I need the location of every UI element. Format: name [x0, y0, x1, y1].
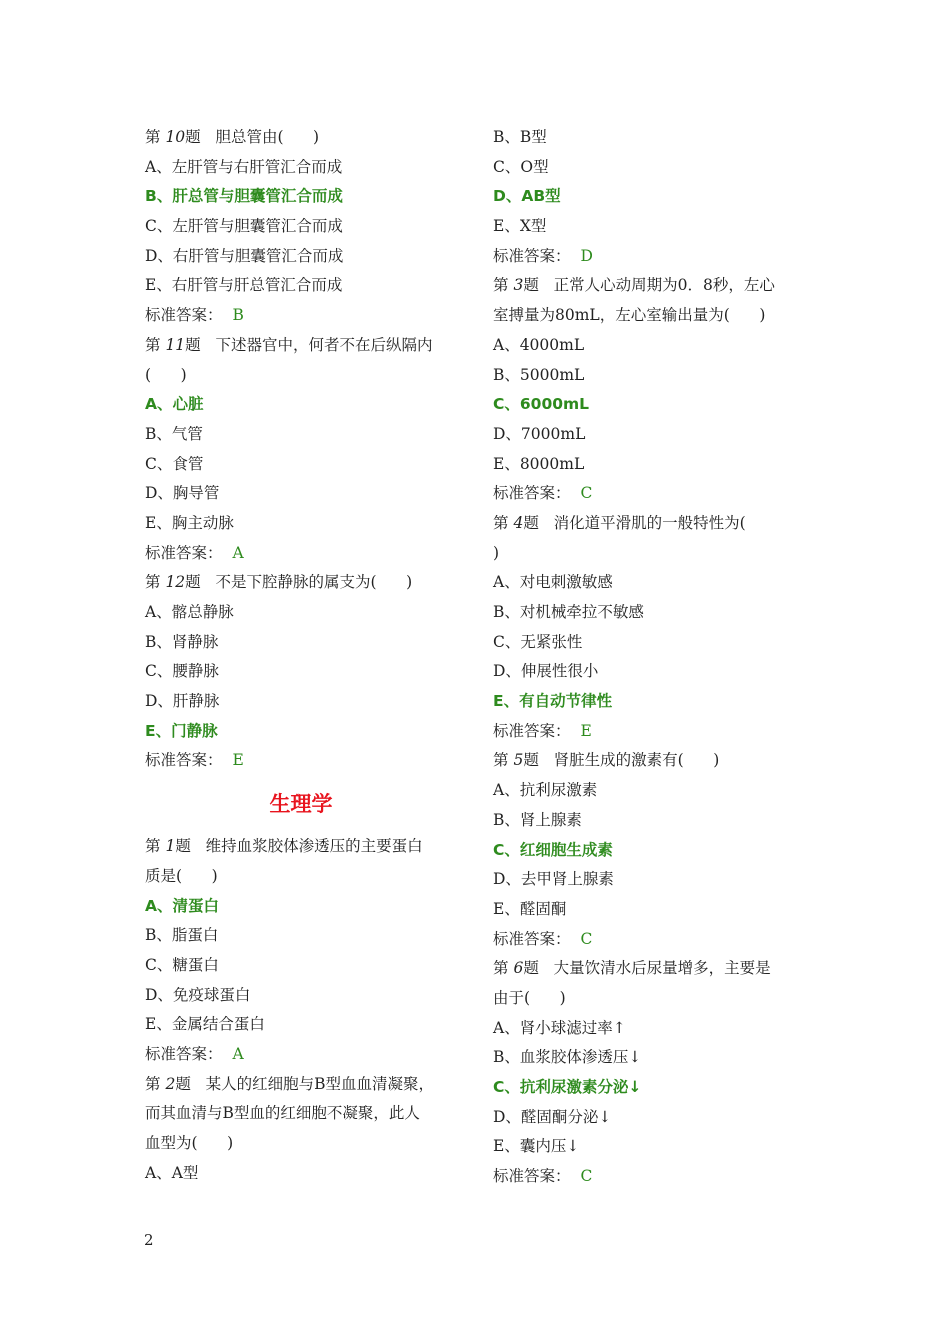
option: A、肾小球滤过率↑ — [493, 1018, 626, 1037]
option: B、肾上腺素 — [493, 810, 582, 829]
option: B、气管 — [145, 424, 203, 443]
question-prefix: 第 — [145, 1074, 166, 1093]
question-text: 题 肾脏生成的激素有( ) — [523, 751, 720, 770]
option: A、对电刺激敏感 — [493, 573, 613, 592]
question-continuation: 而其血清与B型血的红细胞不凝聚，此人 — [145, 1104, 420, 1123]
standard-answer — [145, 301, 465, 331]
answer-label: 标准答案： — [145, 1044, 223, 1063]
option-correct: A、清蛋白 — [145, 896, 219, 915]
question-stem — [145, 331, 465, 361]
answer-value: E — [232, 751, 244, 770]
answer-value: C — [580, 484, 593, 503]
question-prefix: 第 — [145, 573, 166, 592]
answer-value: E — [580, 721, 592, 740]
question-stem — [145, 1070, 465, 1100]
question-text: 题 不是下腔静脉的属支为( ) — [185, 573, 413, 592]
question-prefix: 第 — [145, 335, 166, 354]
question-continuation: ( ) — [145, 365, 187, 384]
option: A、A型 — [145, 1163, 199, 1182]
question-continuation: 质是( ) — [145, 866, 218, 885]
option: D、免疫球蛋白 — [145, 985, 251, 1004]
answer-value: A — [232, 1044, 244, 1063]
question-continuation: ) — [493, 543, 500, 562]
standard-answer — [493, 242, 808, 272]
question-text: 题 某人的红细胞与B型血血清凝聚， — [175, 1074, 434, 1093]
question-prefix: 第 — [145, 128, 166, 146]
question-stem — [145, 832, 465, 862]
question-stem — [493, 271, 808, 301]
option: D、胸导管 — [145, 484, 220, 503]
standard-answer — [145, 539, 465, 569]
answer-value: D — [580, 246, 593, 265]
option: B、肾静脉 — [145, 632, 219, 651]
option-correct: C、红细胞生成素 — [493, 840, 613, 859]
option: B、血浆胶体渗透压↓ — [493, 1048, 642, 1067]
option: A、抗利尿激素 — [493, 781, 598, 800]
question-number: 10 — [165, 128, 186, 146]
answer-value: B — [232, 306, 244, 325]
page-number: 2 — [144, 1231, 154, 1249]
option: B、脂蛋白 — [145, 926, 219, 945]
option-correct: E、门静脉 — [145, 721, 218, 740]
answer-label: 标准答案： — [493, 721, 571, 740]
right-column — [493, 123, 808, 1192]
question-number: 11 — [165, 335, 186, 354]
option: E、8000mL — [493, 454, 585, 473]
option-correct: A、心脏 — [145, 395, 204, 414]
standard-answer — [493, 479, 808, 509]
question-text: 题 正常人心动周期为0．8秒，左心 — [523, 276, 775, 295]
answer-label: 标准答案： — [493, 1167, 571, 1186]
option: A、左肝管与右肝管汇合而成 — [145, 157, 343, 176]
question-number: 1 — [165, 837, 176, 856]
option: C、糖蛋白 — [145, 955, 219, 974]
question-text: 题 消化道平滑肌的一般特性为( — [523, 513, 746, 532]
option-correct: C、抗利尿激素分泌↓ — [493, 1078, 642, 1096]
question-continuation: 室搏量为80mL，左心室输出量为( ) — [493, 306, 766, 325]
question-stem — [493, 954, 808, 984]
option: E、右肝管与肝总管汇合而成 — [145, 276, 343, 295]
option: E、囊内压↓ — [493, 1137, 580, 1156]
standard-answer — [493, 1162, 808, 1192]
question-prefix: 第 — [493, 959, 514, 978]
standard-answer — [493, 925, 808, 955]
answer-label: 标准答案： — [493, 246, 571, 265]
answer-value: C — [580, 1167, 593, 1186]
option: D、去甲肾上腺素 — [493, 870, 614, 889]
question-number: 2 — [165, 1074, 176, 1093]
option: D、7000mL — [493, 424, 586, 443]
option: B、5000mL — [493, 365, 585, 384]
option: E、醛固酮 — [493, 899, 567, 918]
question-prefix: 第 — [145, 837, 166, 856]
option: A、髂总静脉 — [145, 603, 234, 621]
option: E、X型 — [493, 217, 547, 236]
answer-label: 标准答案： — [145, 543, 223, 562]
question-text: 题 维持血浆胶体渗透压的主要蛋白 — [175, 837, 423, 856]
answer-label: 标准答案： — [493, 484, 571, 503]
question-text: 题 下述器官中，何者不在后纵隔内 — [185, 335, 433, 354]
option: C、食管 — [145, 454, 204, 473]
question-text: 题 大量饮清水后尿量增多，主要是 — [523, 959, 771, 978]
option: B、对机械牵拉不敏感 — [493, 603, 644, 621]
question-stem — [493, 746, 808, 776]
question-continuation: 由于( ) — [493, 988, 566, 1007]
option: E、胸主动脉 — [145, 513, 234, 532]
option-correct: B、肝总管与胆囊管汇合而成 — [145, 187, 343, 206]
question-number: 6 — [513, 959, 524, 978]
option-correct: E、有自动节律性 — [493, 692, 613, 711]
question-prefix: 第 — [493, 276, 514, 295]
answer-label: 标准答案： — [145, 306, 223, 325]
section-title: 生理学 — [269, 792, 333, 817]
answer-label: 标准答案： — [145, 751, 223, 770]
answer-value: A — [232, 543, 244, 562]
left-column — [145, 123, 465, 1188]
question-number: 3 — [513, 276, 524, 295]
question-stem — [145, 568, 465, 598]
question-prefix: 第 — [493, 513, 514, 532]
question-stem — [145, 123, 465, 153]
option: D、肝静脉 — [145, 692, 220, 711]
option-correct: C、6000mL — [493, 395, 590, 414]
option: C、O型 — [493, 157, 549, 176]
standard-answer — [493, 717, 808, 747]
option: B、B型 — [493, 128, 547, 146]
answer-value: C — [580, 929, 593, 948]
option: C、左肝管与胆囊管汇合而成 — [145, 217, 343, 236]
option-correct: D、AB型 — [493, 187, 561, 206]
question-prefix: 第 — [493, 751, 514, 770]
answer-label: 标准答案： — [493, 929, 571, 948]
question-stem — [493, 509, 808, 539]
option: D、伸展性很小 — [493, 662, 599, 681]
question-number: 4 — [513, 513, 524, 532]
option: C、腰静脉 — [145, 662, 219, 681]
option: A、4000mL — [493, 335, 585, 354]
option: D、右肝管与胆囊管汇合而成 — [145, 246, 344, 265]
question-number: 12 — [165, 573, 186, 592]
standard-answer — [145, 1040, 465, 1070]
question-number: 5 — [513, 751, 524, 770]
question-continuation: 血型为( ) — [145, 1134, 234, 1152]
option: D、醛固酮分泌↓ — [493, 1107, 612, 1126]
standard-answer — [145, 746, 465, 776]
option: E、金属结合蛋白 — [145, 1015, 265, 1034]
option: C、无紧张性 — [493, 632, 583, 651]
question-text: 题 胆总管由( ) — [185, 128, 320, 146]
